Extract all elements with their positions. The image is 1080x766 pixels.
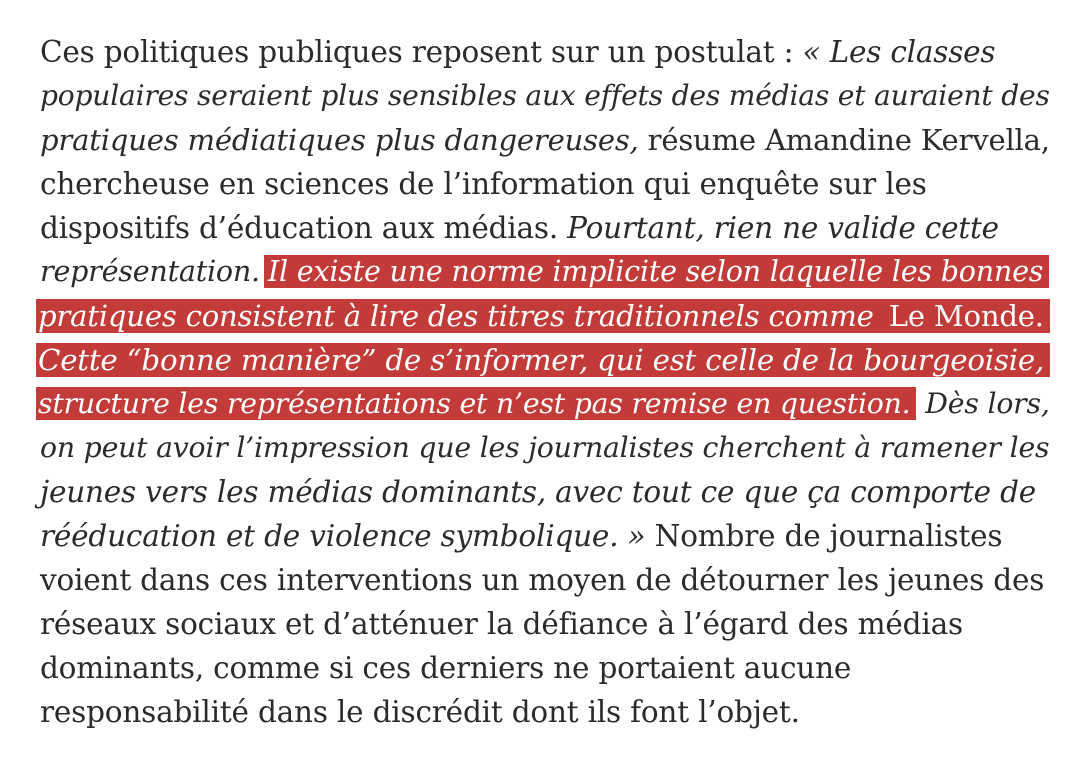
paragraph-line xyxy=(40,30,995,74)
highlighted-quote: Cette “bonne manière” de s’informer, qui est celle de la bourgeoisie, xyxy=(36,343,1050,377)
quote-text: « Les classes xyxy=(802,35,996,69)
highlighted-quote: pratiques consistent à lire des titres traditionnels comme xyxy=(36,299,880,333)
paragraph-line xyxy=(40,558,1044,602)
paragraph-line xyxy=(40,206,999,250)
quote-text: Pourtant, rien ne valide cette xyxy=(567,211,999,245)
highlighted-quote: Il existe une norme implicite selon laquelle les bonnes xyxy=(264,255,1049,288)
paragraph-line xyxy=(40,514,1002,558)
quote-text: populaires seraient plus sensibles aux effets des médias et auraient des xyxy=(40,79,1050,112)
paragraph-line xyxy=(40,162,927,206)
paragraph-line xyxy=(40,74,1050,118)
plain-text: dispositifs d’éducation aux médias. xyxy=(40,211,568,245)
paragraph-line xyxy=(40,118,1050,162)
plain-text: résume Amandine Kervella, xyxy=(638,123,1050,157)
quote-text: Dès lors, xyxy=(916,387,1050,420)
quote-text: jeunes vers les médias dominants, avec tout ce que ça comporte de xyxy=(40,475,1037,509)
plain-text: Ces politiques publiques reposent sur un postulat : xyxy=(40,35,803,69)
paragraph-line xyxy=(40,294,1050,338)
paragraph-line xyxy=(40,426,1049,470)
paragraph-line xyxy=(40,470,1036,514)
plain-text: responsabilité dans le discrédit dont ils font l’objet. xyxy=(40,695,800,729)
quote-text: pratiques médiatiques plus dangereuses, xyxy=(40,123,639,157)
quote-text: on peut avoir l’impression que les journalistes cherchent à ramener les xyxy=(40,431,1050,464)
paragraph-line xyxy=(40,646,851,690)
highlighted-quote: structure les représentations et n’est pas remise en question. xyxy=(36,387,916,420)
highlighted-title: Le Monde. xyxy=(880,299,1050,333)
paragraph-line xyxy=(40,602,963,646)
quote-text: représentation. xyxy=(40,255,260,288)
plain-text: dominants, comme si ces derniers ne portaient aucune xyxy=(40,651,852,685)
paragraph-line xyxy=(40,250,1049,294)
paragraph-line xyxy=(40,382,1050,426)
plain-text: chercheuse en sciences de l’information qui enquête sur les xyxy=(40,167,927,201)
plain-text: Nombre de journalistes xyxy=(645,519,1003,553)
quote-text: rééducation et de violence symbolique. » xyxy=(40,519,646,553)
paragraph-line xyxy=(40,338,1050,382)
plain-text: réseaux sociaux et d’atténuer la défiance à l’égard des médias xyxy=(40,607,963,641)
paragraph-line xyxy=(40,690,800,734)
plain-text: voient dans ces interventions un moyen de détourner les jeunes des xyxy=(40,563,1045,597)
